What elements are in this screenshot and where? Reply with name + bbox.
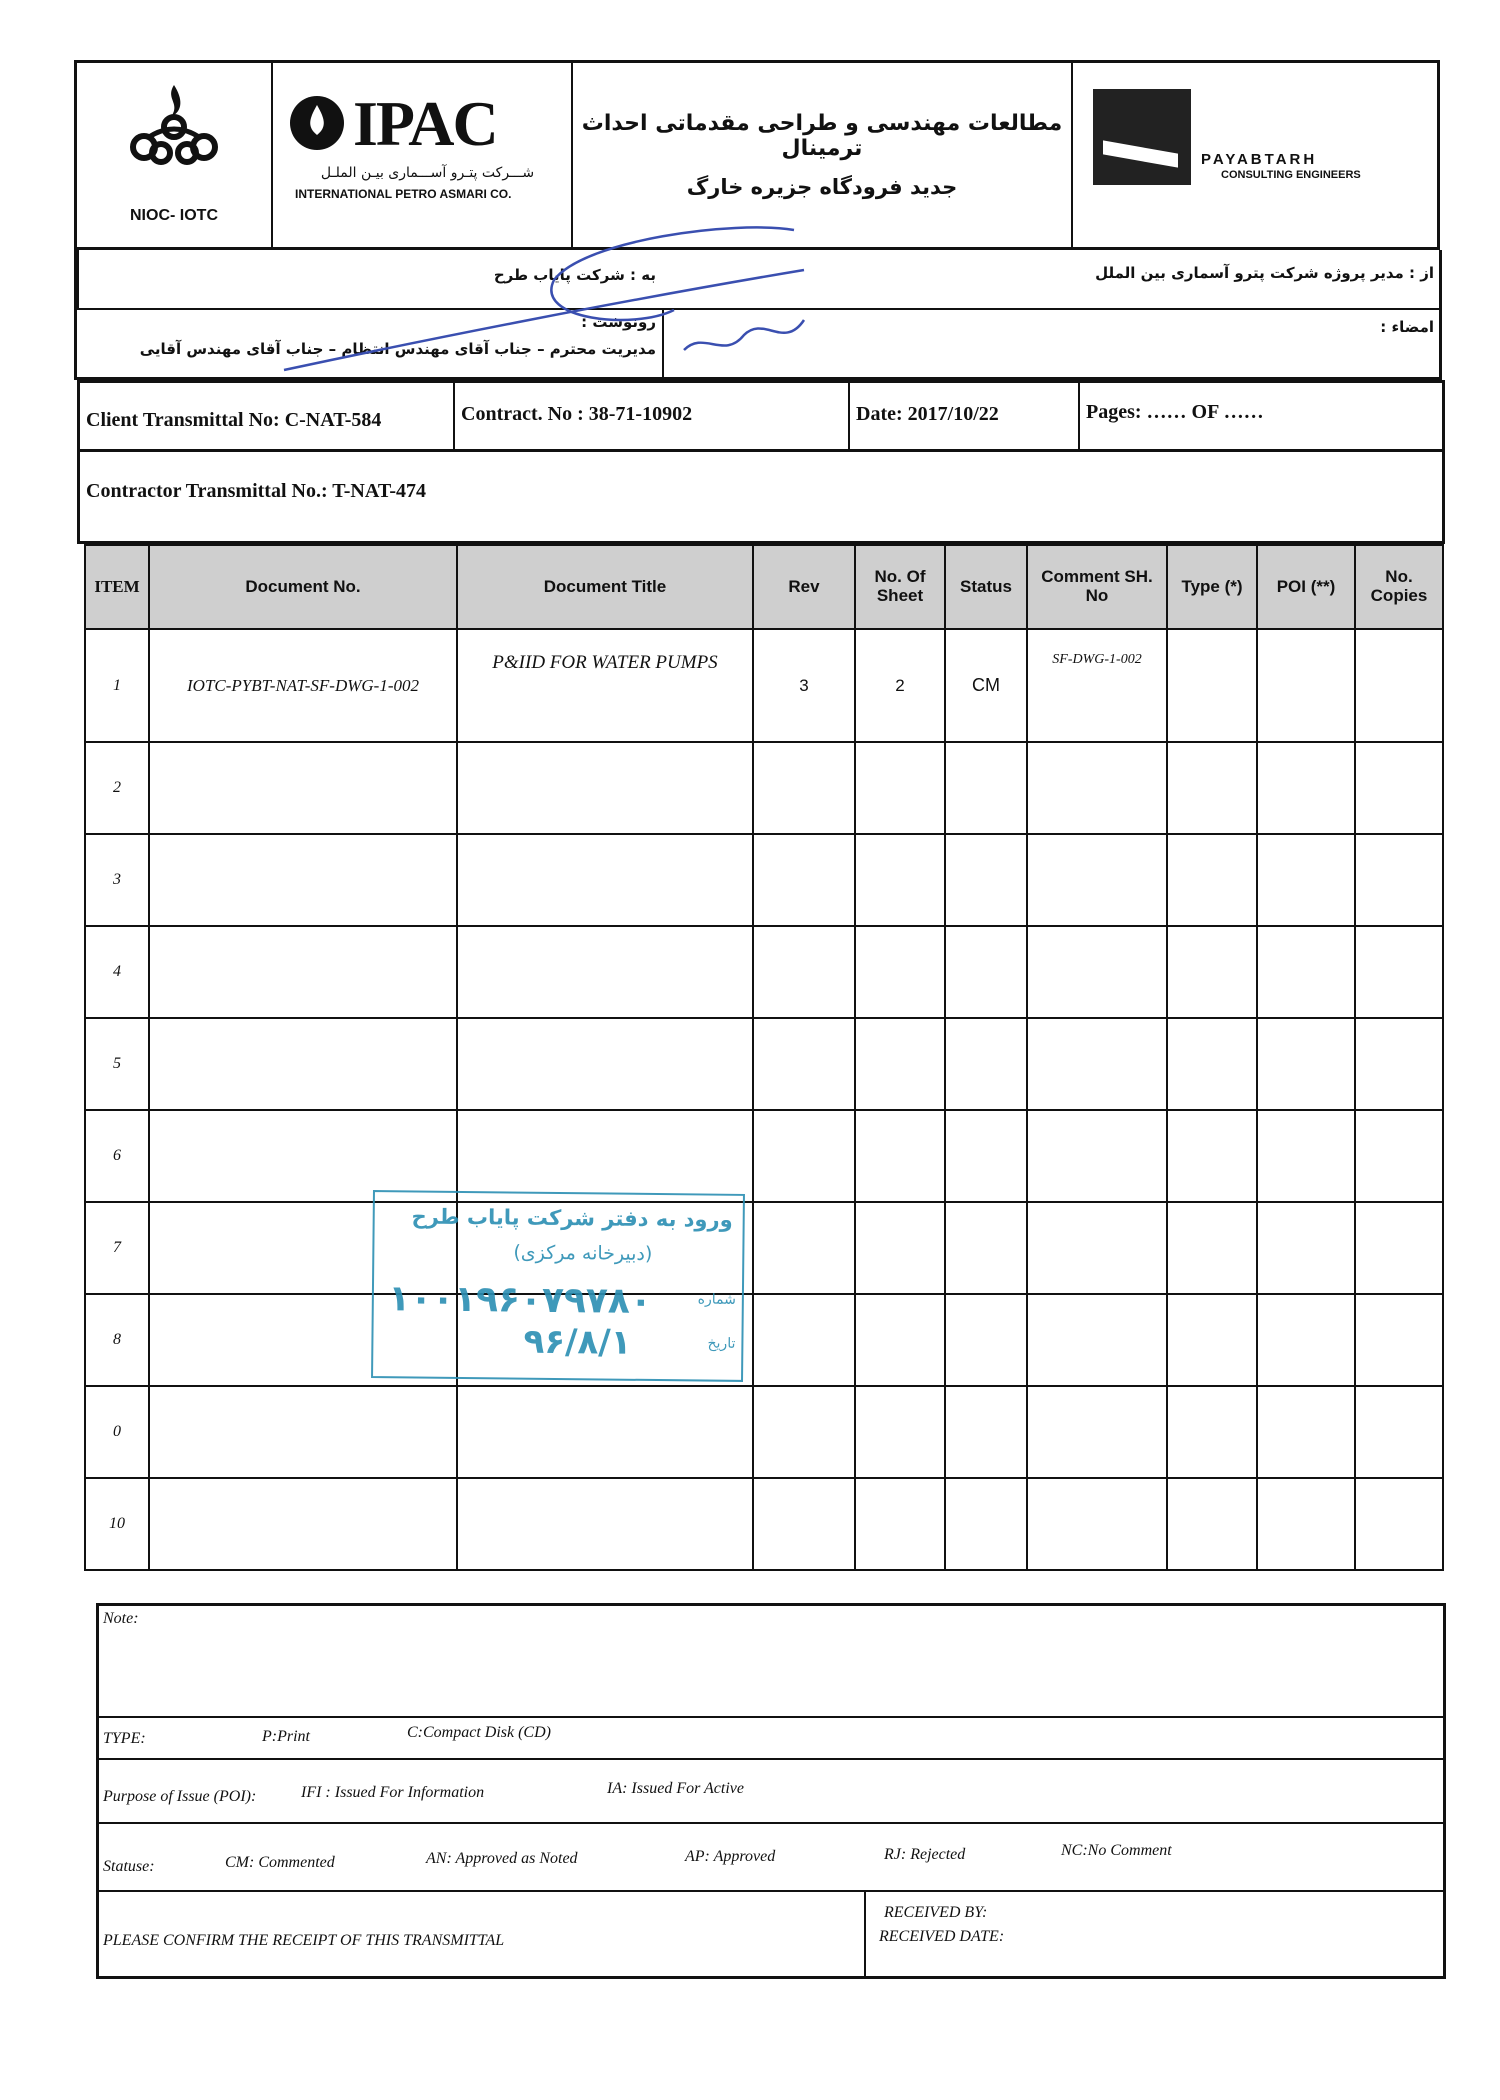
ipac-wordmark: IPAC	[353, 88, 497, 159]
empty-cell	[1355, 1386, 1443, 1478]
empty-cell	[1167, 742, 1257, 834]
cc-label: رونوشت :	[581, 313, 656, 331]
empty-cell	[753, 1386, 855, 1478]
col-no-copies: No. Copies	[1355, 545, 1443, 629]
empty-cell	[1167, 1202, 1257, 1294]
niooc-flame-icon	[119, 81, 229, 181]
table-row	[85, 629, 1443, 742]
empty-cell	[149, 1386, 457, 1478]
table-row	[85, 1018, 1443, 1110]
row-no-copies	[1355, 629, 1443, 742]
status-an: AN: Approved as Noted	[426, 1850, 578, 1867]
niooc-caption: NIOC- IOTC	[130, 207, 218, 224]
notes-block	[96, 1603, 1446, 1979]
from-text: از : مدیر پروژه شرکت پترو آسماری بین الملل	[1095, 264, 1434, 282]
row-item: 3	[85, 834, 149, 926]
empty-cell	[1027, 926, 1167, 1018]
table-row	[85, 926, 1443, 1018]
empty-cell	[1257, 742, 1355, 834]
row-document-no: IOTC-PYBT-NAT-SF-DWG-1-002	[149, 629, 457, 742]
empty-cell	[1027, 1386, 1167, 1478]
type-label: TYPE:	[103, 1730, 146, 1747]
confirm-text: PLEASE CONFIRM THE RECEIPT OF THIS TRANSMITTAL	[103, 1932, 505, 1949]
niooc-logo-cell	[77, 63, 273, 247]
project-title-line1: مطالعات مهندسی و طراحی مقدماتی احداث ترمینال	[581, 111, 1063, 161]
type-print: P:Print	[262, 1728, 310, 1745]
empty-cell	[1355, 1294, 1443, 1386]
row-item: 1	[85, 629, 149, 742]
empty-cell	[1355, 834, 1443, 926]
empty-cell	[945, 1018, 1027, 1110]
empty-cell	[457, 1386, 753, 1478]
row-item: 10	[85, 1478, 149, 1570]
row-item: 4	[85, 926, 149, 1018]
table-row	[85, 1478, 1443, 1570]
empty-cell	[457, 742, 753, 834]
empty-cell	[1167, 834, 1257, 926]
empty-cell	[1257, 1202, 1355, 1294]
ipac-drop-icon	[287, 93, 347, 153]
empty-cell	[855, 926, 945, 1018]
type-cd: C:Compact Disk (CD)	[407, 1724, 551, 1741]
empty-cell	[945, 834, 1027, 926]
ipac-english-name: INTERNATIONAL PETRO ASMARI CO.	[295, 187, 512, 201]
empty-cell	[945, 1294, 1027, 1386]
empty-cell	[149, 742, 457, 834]
received-stamp	[371, 1190, 745, 1382]
row-poi	[1257, 629, 1355, 742]
empty-cell	[1257, 1110, 1355, 1202]
status-rj: RJ: Rejected	[884, 1846, 966, 1863]
empty-cell	[1257, 1018, 1355, 1110]
row-item: 7	[85, 1202, 149, 1294]
status-cm: CM: Commented	[225, 1854, 335, 1871]
confirm-row	[99, 1892, 1443, 1976]
row-item: 2	[85, 742, 149, 834]
row-rev: 3	[753, 629, 855, 742]
empty-cell	[945, 926, 1027, 1018]
empty-cell	[149, 1110, 457, 1202]
empty-cell	[855, 1478, 945, 1570]
payabtarh-logo-cell	[1073, 63, 1437, 247]
empty-cell	[1027, 1202, 1167, 1294]
empty-cell	[855, 742, 945, 834]
empty-cell	[753, 1110, 855, 1202]
empty-cell	[1027, 1478, 1167, 1570]
col-document-no: Document No.	[149, 545, 457, 629]
col-document-title: Document Title	[457, 545, 753, 629]
status-ap: AP: Approved	[685, 1848, 776, 1865]
table-row	[85, 742, 1443, 834]
empty-cell	[753, 1294, 855, 1386]
empty-cell	[1167, 1018, 1257, 1110]
table-row	[85, 834, 1443, 926]
row-item: 8	[85, 1294, 149, 1386]
empty-cell	[1355, 1018, 1443, 1110]
empty-cell	[457, 1478, 753, 1570]
documents-table	[84, 544, 1444, 1571]
empty-cell	[945, 742, 1027, 834]
empty-cell	[945, 1202, 1027, 1294]
empty-cell	[1167, 1478, 1257, 1570]
col-item: ITEM	[85, 545, 149, 629]
status-row	[99, 1824, 1443, 1892]
empty-cell	[855, 1386, 945, 1478]
empty-cell	[945, 1478, 1027, 1570]
empty-cell	[1027, 1018, 1167, 1110]
row-status: CM	[945, 629, 1027, 742]
empty-cell	[753, 1018, 855, 1110]
pages-field: Pages: …… OF ……	[1086, 401, 1264, 423]
client-transmittal-no: Client Transmittal No: C-NAT-584	[80, 383, 455, 449]
table-row	[85, 1202, 1443, 1294]
empty-cell	[1027, 742, 1167, 834]
contractor-transmittal-no: Contractor Transmittal No.: T-NAT-474	[77, 452, 1445, 544]
stamp-date: ۹۶/۸/۱	[523, 1321, 632, 1363]
empty-cell	[753, 1478, 855, 1570]
payabtarh-name: PAYABTARH	[1201, 151, 1318, 168]
empty-cell	[945, 1386, 1027, 1478]
table-row	[85, 1294, 1443, 1386]
empty-cell	[1355, 1478, 1443, 1570]
empty-cell	[945, 1110, 1027, 1202]
empty-cell	[753, 1202, 855, 1294]
confirm-divider	[864, 1892, 866, 1976]
empty-cell	[1167, 1110, 1257, 1202]
note-row	[99, 1606, 1443, 1718]
stamp-number-label: شماره	[697, 1291, 736, 1308]
empty-cell	[1257, 926, 1355, 1018]
status-nc: NC:No Comment	[1061, 1842, 1172, 1859]
row-comment-sh-no: SF-DWG-1-002	[1027, 629, 1167, 742]
empty-cell	[149, 834, 457, 926]
stamp-date-label: تاریخ	[707, 1335, 736, 1352]
col-no-of-sheet: No. Of Sheet	[855, 545, 945, 629]
to-text: به : شرکت پایاب طرح	[493, 266, 656, 284]
row-item: 0	[85, 1386, 149, 1478]
row-no-of-sheet: 2	[855, 629, 945, 742]
empty-cell	[1355, 742, 1443, 834]
status-label: Statuse:	[103, 1858, 155, 1875]
poi-ia: IA: Issued For Active	[607, 1780, 744, 1797]
empty-cell	[149, 1018, 457, 1110]
empty-cell	[1027, 1294, 1167, 1386]
empty-cell	[457, 1018, 753, 1110]
received-date: RECEIVED DATE:	[879, 1928, 1005, 1945]
empty-cell	[149, 926, 457, 1018]
empty-cell	[1027, 1110, 1167, 1202]
ipac-persian-name: شـــرکت پتـرو آســـماری بیـن الملـل	[320, 165, 535, 181]
row-type	[1167, 629, 1257, 742]
poi-row	[99, 1760, 1443, 1824]
col-type: Type (*)	[1167, 545, 1257, 629]
empty-cell	[1027, 834, 1167, 926]
empty-cell	[1167, 926, 1257, 1018]
empty-cell	[1355, 1110, 1443, 1202]
empty-cell	[1167, 1294, 1257, 1386]
type-row	[99, 1718, 1443, 1760]
empty-cell	[753, 742, 855, 834]
empty-cell	[1257, 1294, 1355, 1386]
signature-mark	[264, 210, 824, 380]
note-label: Note:	[103, 1610, 139, 1627]
row-item: 5	[85, 1018, 149, 1110]
empty-cell	[149, 1478, 457, 1570]
empty-cell	[457, 1110, 753, 1202]
empty-cell	[753, 926, 855, 1018]
empty-cell	[1355, 1202, 1443, 1294]
transmittal-form	[74, 60, 1444, 1975]
col-comment-sh-no: Comment SH. No	[1027, 545, 1167, 629]
empty-cell	[753, 834, 855, 926]
empty-cell	[855, 1294, 945, 1386]
empty-cell	[457, 834, 753, 926]
stamp-line1: ورود به دفتر شرکت پایاب طرح	[411, 1204, 733, 1232]
col-rev: Rev	[753, 545, 855, 629]
table-row	[85, 1110, 1443, 1202]
col-poi: POI (**)	[1257, 545, 1355, 629]
poi-ifi: IFI : Issued For Information	[301, 1784, 485, 1801]
received-by: RECEIVED BY:	[884, 1904, 988, 1921]
empty-cell	[855, 1018, 945, 1110]
stamp-line2: (دبیرخانه مرکزی)	[513, 1241, 653, 1265]
empty-cell	[855, 1110, 945, 1202]
cc-text: مدیریت محترم – جناب آقای مهندس انتظام – جناب آقای مهندس آقایی	[139, 340, 656, 358]
empty-cell	[457, 926, 753, 1018]
empty-cell	[855, 1202, 945, 1294]
payabtarh-subtitle: CONSULTING ENGINEERS	[1221, 169, 1361, 181]
row-item: 6	[85, 1110, 149, 1202]
contract-no: Contract. No : 38-71-10902	[455, 383, 850, 449]
col-status: Status	[945, 545, 1027, 629]
transmittal-info-row	[77, 380, 1445, 452]
sign-label: امضاء :	[1380, 318, 1434, 336]
empty-cell	[1167, 1386, 1257, 1478]
empty-cell	[855, 834, 945, 926]
empty-cell	[1355, 926, 1443, 1018]
empty-cell	[1257, 1478, 1355, 1570]
table-row	[85, 1386, 1443, 1478]
poi-label: Purpose of Issue (POI):	[103, 1788, 257, 1805]
row-document-title: P&IID FOR WATER PUMPS	[457, 629, 753, 742]
empty-cell	[1257, 1386, 1355, 1478]
empty-cell	[1257, 834, 1355, 926]
date-field: Date: 2017/10/22	[850, 383, 1080, 449]
project-title-line2: جدید فرودگاه جزیره خارگ	[686, 175, 958, 199]
payabtarh-logo-icon	[1093, 89, 1191, 185]
table-header-row	[85, 545, 1443, 629]
stamp-number: ۱۰۰۱۹۶۰۷۹۷۸۰	[387, 1278, 653, 1322]
